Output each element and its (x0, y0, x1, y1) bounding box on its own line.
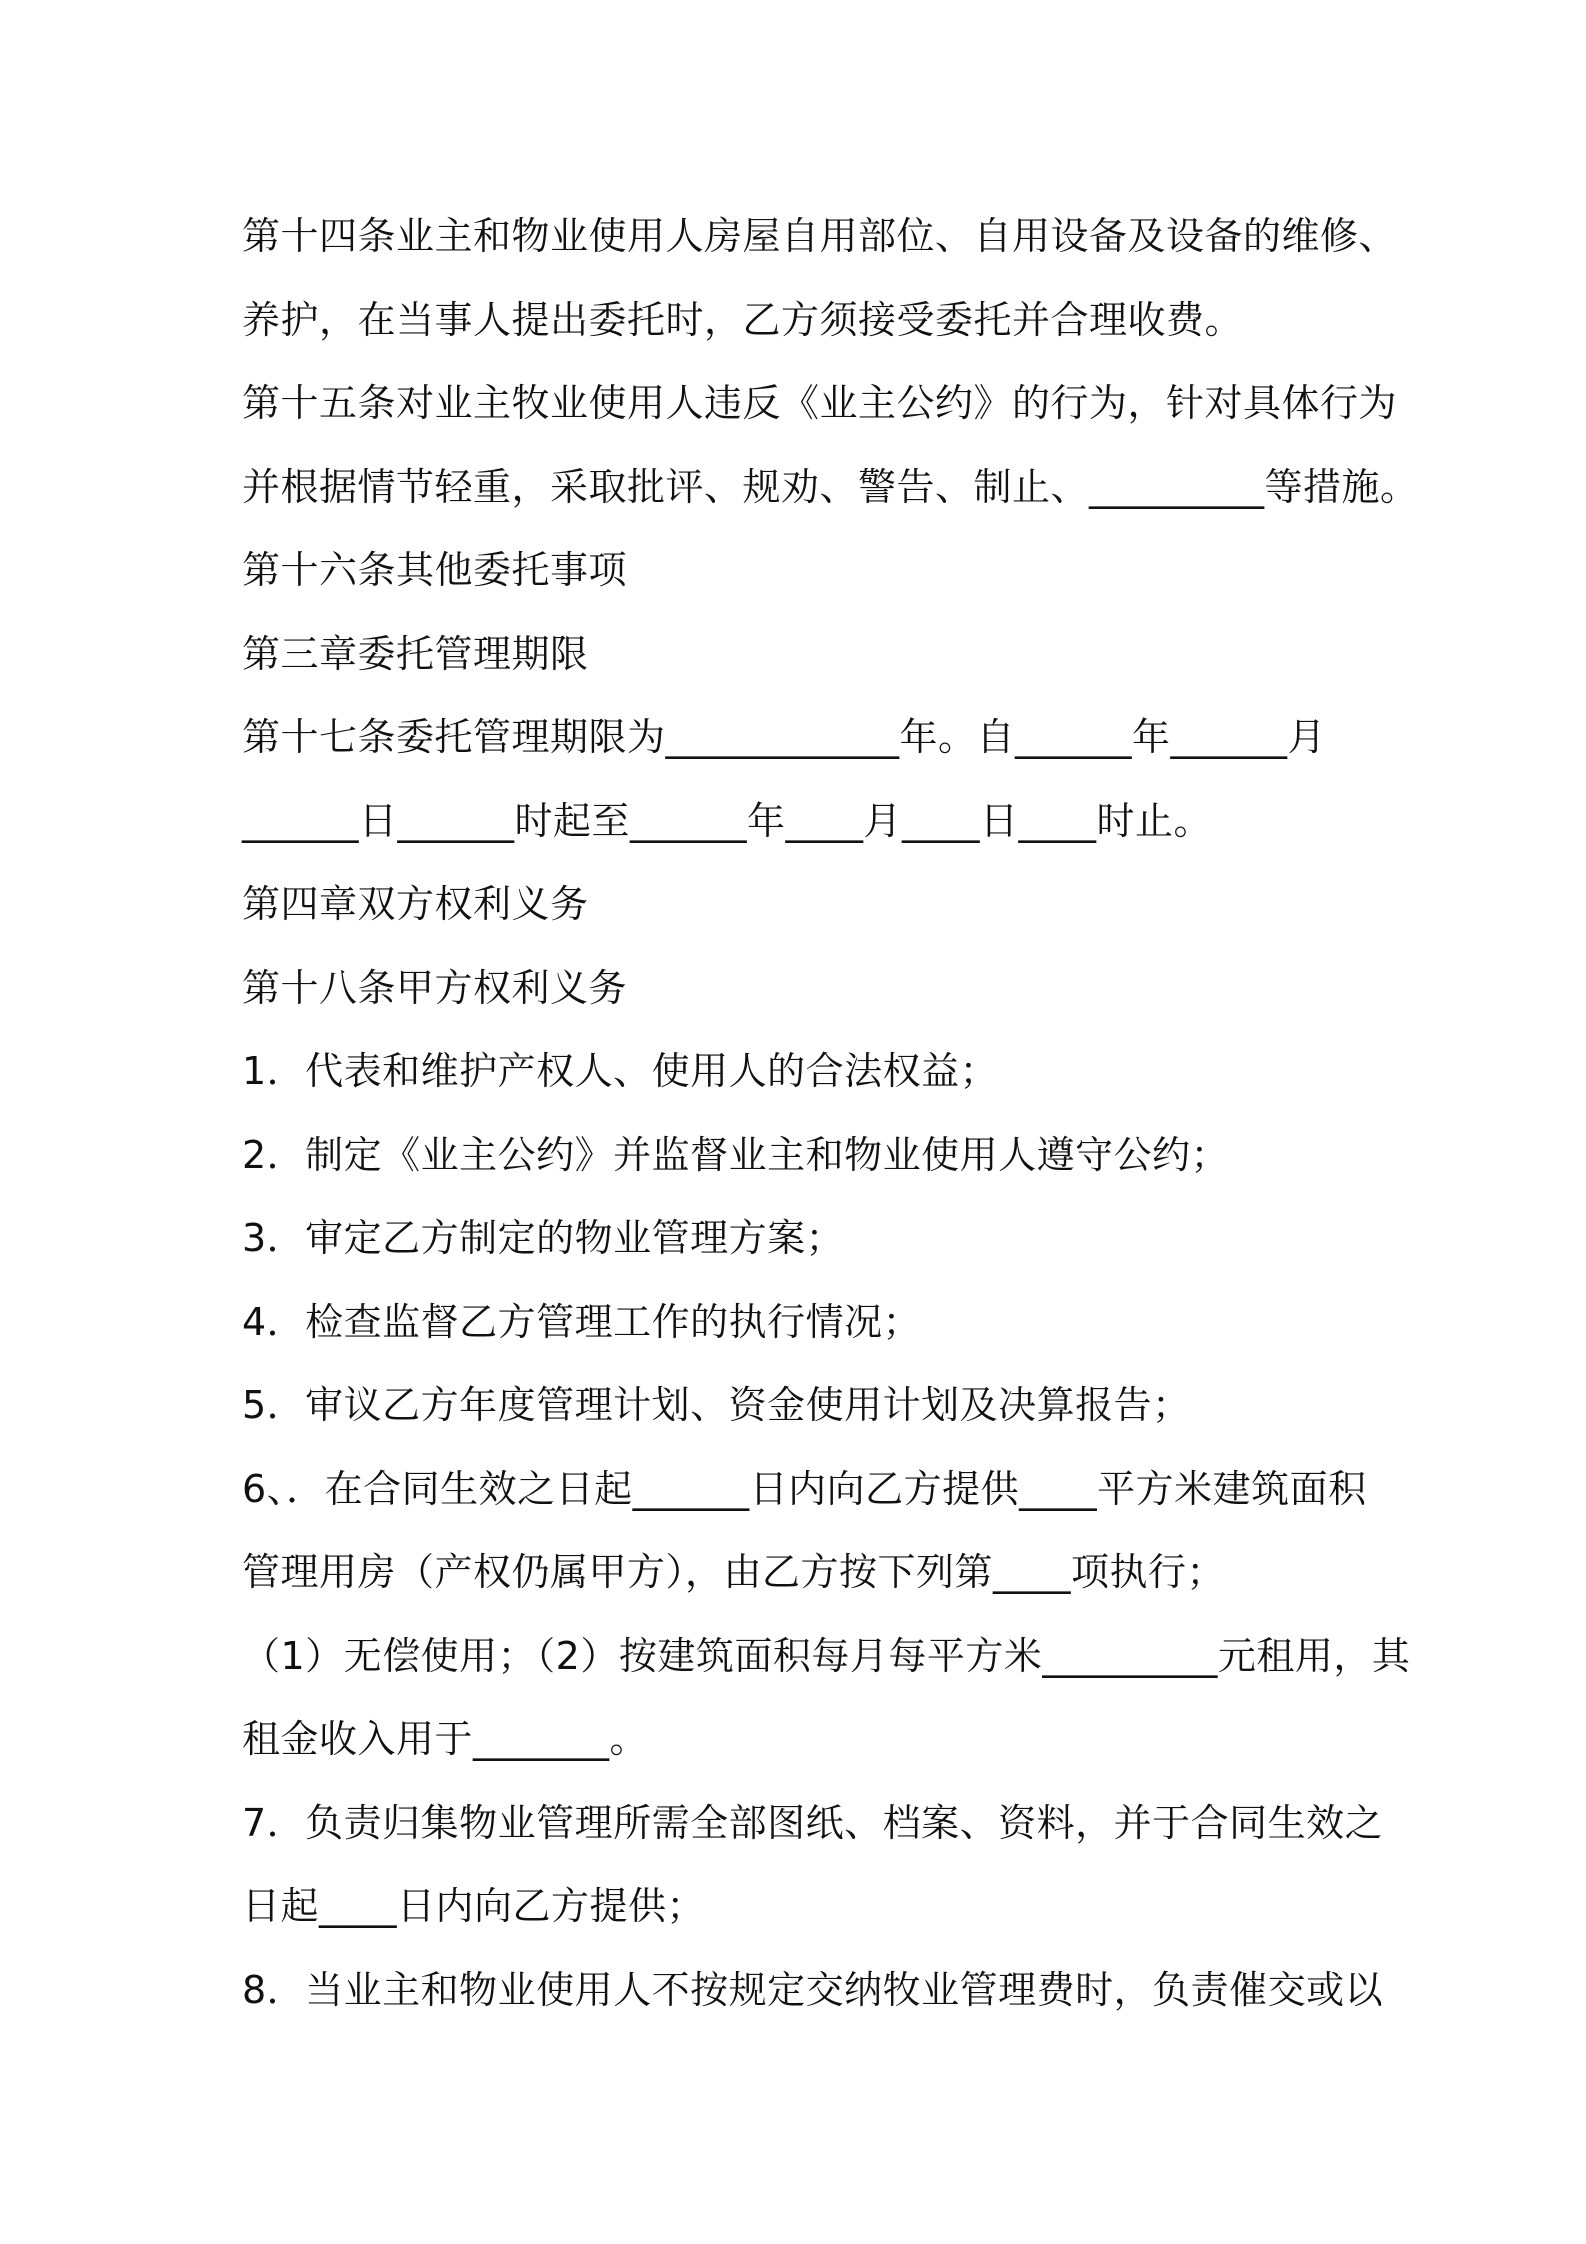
list-item: 6、．在合同生效之日起______日内向乙方提供____平方米建筑面积 (242, 1466, 1367, 1511)
paragraph-line: 第十五条对业主牧业使用人违反《业主公约》的行为，针对具体行为 (242, 381, 1398, 425)
paragraph-line: （1）无偿使用；（2）按建筑面积每月每平方米_________元租用，其 (242, 1633, 1411, 1678)
article-heading: 第十八条甲方权利义务 (242, 965, 628, 1010)
list-item: 3．审定乙方制定的物业管理方案； (242, 1216, 845, 1260)
document-body (242, 195, 1419, 2032)
list-item: 7．负责归集物业管理所需全部图纸、档案、资料，并于合同生效之 (242, 1800, 1384, 1845)
list-item: 8．当业主和物业使用人不按规定交纳牧业管理费时，负责催交或以 (242, 1967, 1384, 2012)
chapter-heading: 第四章双方权利义务 (242, 882, 589, 926)
paragraph-line: 第十六条其他委托事项 (242, 548, 628, 592)
paragraph-line: 养护，在当事人提出委托时，乙方须接受委托并合理收费。 (242, 297, 1244, 342)
paragraph-line: 管理用房（产权仍属甲方），由乙方按下列第____项执行； (242, 1550, 1226, 1594)
paragraph-line: ______日______时起至______年____月____日____时止。 (242, 798, 1213, 843)
list-item: 2．制定《业主公约》并监督业主和物业使用人遵守公约； (242, 1132, 1230, 1177)
paragraph-line: 第十七条委托管理期限为____________年。自______年______月 (242, 715, 1327, 759)
paragraph-line: 第十四条业主和物业使用人房屋自用部位、自用设备及设备的维修、 (242, 214, 1398, 258)
list-item: 4．检查监督乙方管理工作的执行情况； (242, 1299, 922, 1344)
paragraph-line: 并根据情节轻重，采取批评、规劝、警告、制止、_________等措施。 (242, 464, 1419, 509)
list-item: 5．审议乙方年度管理计划、资金使用计划及决算报告； (242, 1383, 1191, 1427)
paragraph-line: 日起____日内向乙方提供； (242, 1884, 706, 1928)
paragraph-line: 租金收入用于_______。 (242, 1717, 649, 1761)
chapter-heading: 第三章委托管理期限 (242, 631, 589, 676)
list-item: 1．代表和维护产权人、使用人的合法权益； (242, 1049, 999, 1093)
